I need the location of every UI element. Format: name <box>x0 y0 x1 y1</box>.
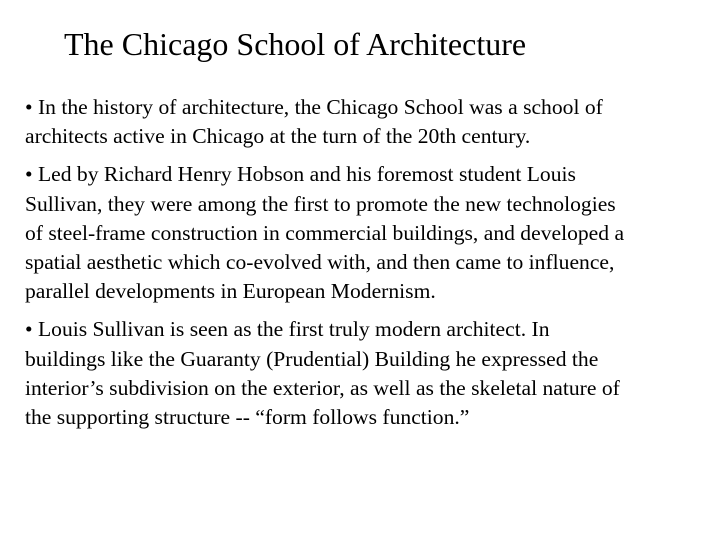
bullet-item-school-intro: • In the history of architecture, the Chicago School was a school of architects active in Chicago at the turn of the 20th century. <box>25 95 603 149</box>
bullet-list <box>25 93 635 441</box>
slide-title: The Chicago School of Architecture <box>64 26 527 62</box>
bullet-item-steel-frame: • Led by Richard Henry Hobson and his foremost student Louis Sullivan, they were among the first to promote the new technologies of steel-frame construction in commercial buildings, and developed a spatial aesthetic which co-evolved with, and then came to influence, parallel developments in European Modernism. <box>25 162 625 304</box>
bullet-item-sullivan: • Louis Sullivan is seen as the first truly modern architect. In buildings like the Guaranty (Prudential) Building he expressed the interior’s subdivision on the exterior, as well as the skeletal nature of the supporting structure -- “form follows function.” <box>25 317 620 430</box>
